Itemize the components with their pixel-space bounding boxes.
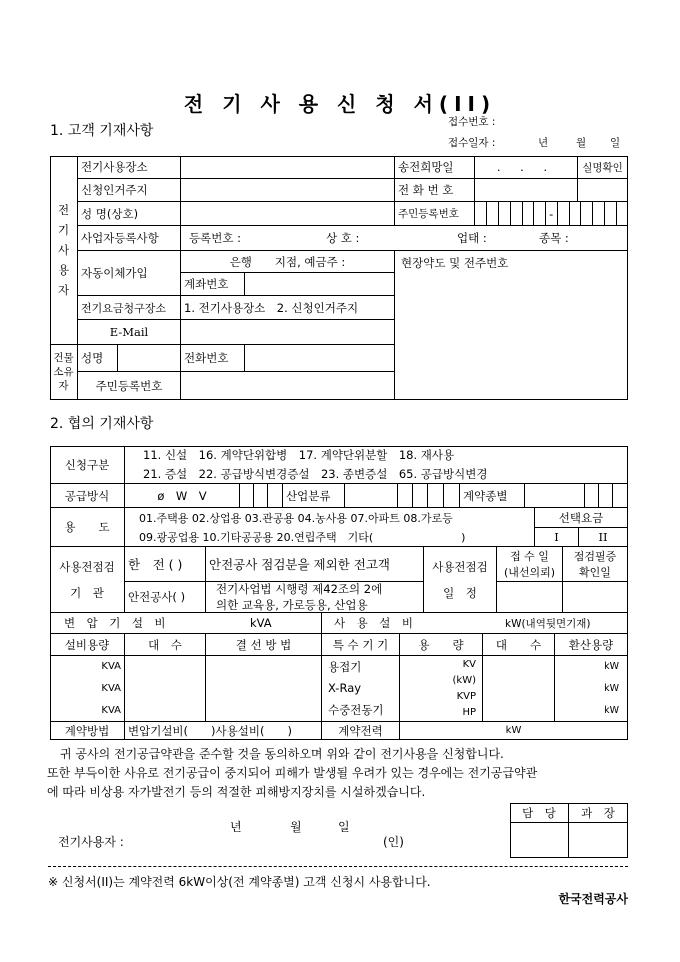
industry-class-label: 산업분류 bbox=[283, 484, 345, 508]
real-name-check-field[interactable] bbox=[578, 179, 628, 202]
site-map-area[interactable] bbox=[395, 251, 628, 400]
bank-field[interactable]: 은행 지점, 예금주 : bbox=[181, 251, 395, 273]
industry-box[interactable] bbox=[413, 484, 428, 508]
supply-box[interactable] bbox=[240, 484, 254, 508]
cert-date-line2: 확인일 bbox=[579, 566, 611, 579]
inspection-agency-label bbox=[50, 547, 125, 613]
supply-method-label: 공급방식 bbox=[50, 484, 125, 508]
supply-box[interactable] bbox=[254, 484, 268, 508]
resident-no-box[interactable] bbox=[616, 202, 628, 226]
col-header: 대 수 bbox=[483, 634, 555, 656]
resident-no-box[interactable] bbox=[510, 202, 522, 226]
safety-option[interactable]: 안전공사( ) bbox=[125, 582, 206, 613]
section2-title: 2. 협의 기재사항 bbox=[50, 416, 154, 432]
inspection-agency-line1: 사용전점검 bbox=[59, 559, 115, 574]
resident-no-box[interactable] bbox=[487, 202, 499, 226]
resident-no-box[interactable]: - bbox=[546, 202, 558, 226]
inspection-agency-line2: 기 관 bbox=[70, 585, 104, 600]
converted-unit: kW bbox=[604, 704, 619, 716]
usage-line1: 01.주택용 02.상업용 03.관공용 04.농사용 07.아파트 08.가로등 bbox=[139, 511, 453, 525]
special-devices-cell bbox=[322, 656, 400, 722]
owner-resident-no-label: 주민등록번호 bbox=[78, 372, 181, 400]
industry-class-field[interactable] bbox=[345, 484, 398, 508]
form-title: 전 기 사 용 신 청 서(II) bbox=[183, 92, 497, 116]
group-user-label: 전 기 사 용 자 bbox=[50, 156, 78, 345]
kepco-option[interactable]: 한 전 ( ) bbox=[125, 547, 206, 582]
special-capacity-cell[interactable] bbox=[400, 656, 483, 722]
kepco-description: 안전공사 점검분을 제외한 전고객 bbox=[206, 547, 424, 582]
sign-year: 년 bbox=[230, 820, 242, 834]
agreement-line3: 에 따라 비상용 자가발전기 등의 적절한 피해방지장치를 시설하겠습니다. bbox=[47, 785, 426, 799]
converted-capacity-cell[interactable] bbox=[555, 656, 628, 722]
receipt-date-line1: 접 수 일 bbox=[510, 550, 549, 563]
resident-no-box[interactable] bbox=[522, 202, 534, 226]
cert-date-header bbox=[563, 547, 628, 582]
apply-type-line2: 21. 증설 22. 공급방식변경증설 23. 종변증설 65. 공급방식변경 bbox=[143, 467, 488, 481]
special-unit: HP bbox=[462, 707, 476, 719]
industry-box[interactable] bbox=[444, 484, 460, 508]
optional-rate-label: 선택요금 bbox=[535, 508, 628, 528]
group-owner-label: 건물 소유 자 bbox=[50, 345, 78, 400]
owner-name-field[interactable] bbox=[118, 345, 181, 372]
capacity-unit: KVA bbox=[101, 682, 121, 694]
usage-label: 용 도 bbox=[50, 508, 125, 547]
email-label: E-Mail bbox=[78, 320, 181, 345]
col-header: 용 량 bbox=[400, 634, 483, 656]
special-unit: (kW) bbox=[452, 674, 476, 686]
contract-type-field[interactable] bbox=[525, 484, 585, 508]
safety-description bbox=[206, 582, 424, 613]
company-logo-text: 한국전력공사 bbox=[558, 892, 628, 906]
owner-name-label: 성명 bbox=[78, 345, 118, 372]
col-header: 대 수 bbox=[125, 634, 206, 656]
real-name-check-label: 실명확인 bbox=[578, 156, 628, 179]
name-field[interactable] bbox=[181, 202, 395, 226]
receipt-date-header bbox=[497, 547, 563, 582]
special-unit: KVP bbox=[456, 691, 476, 703]
col-header: 특 수 기 기 bbox=[322, 634, 400, 656]
owner-resident-no-field[interactable] bbox=[181, 372, 395, 400]
receipt-year: 년 bbox=[538, 137, 549, 149]
usage-line2: 09.광공업용 10.기타공공용 20.연립주택 기타( ) bbox=[139, 530, 466, 544]
billing-place-label: 전기요금청구장소 bbox=[78, 296, 181, 320]
converted-unit: kW bbox=[604, 661, 619, 673]
rate-option-2[interactable]: II bbox=[579, 528, 628, 547]
contract-box[interactable] bbox=[599, 484, 613, 508]
resident-no-label: 주민등록번호 bbox=[395, 202, 475, 226]
special-device: 용접기 bbox=[328, 660, 362, 675]
phone-field[interactable] bbox=[475, 179, 578, 202]
contract-power-field[interactable]: kW bbox=[400, 722, 628, 740]
biz-item-label: 종목 : bbox=[539, 231, 569, 245]
resident-no-box[interactable] bbox=[499, 202, 511, 226]
owner-phone-label: 전화번호 bbox=[181, 345, 245, 372]
col-header: 환산용량 bbox=[555, 634, 628, 656]
desired-date-label: 송전희망일 bbox=[395, 156, 475, 179]
resident-no-box[interactable] bbox=[475, 202, 487, 226]
business-reg-label: 사업자등록사항 bbox=[78, 226, 181, 251]
staff-label: 담 당 bbox=[510, 803, 569, 823]
receipt-no-label: 접수번호 : bbox=[448, 116, 496, 128]
account-no-label: 계좌번호 bbox=[181, 273, 245, 296]
desired-date-field[interactable]: . . . bbox=[475, 156, 578, 179]
special-device: X-Ray bbox=[328, 681, 362, 696]
inspection-schedule-line1: 사용전점검 bbox=[432, 559, 488, 574]
apply-type-line1: 11. 신설 16. 계약단위합병 17. 계약단위분할 18. 재사용 bbox=[143, 448, 455, 462]
usage-equipment-unit: kW(내역뒷면기재) bbox=[505, 617, 591, 630]
contract-method-label: 계약방법 bbox=[50, 722, 125, 740]
apply-type-label: 신청구분 bbox=[50, 446, 125, 484]
transformer-label: 변 압 기 설 비 bbox=[64, 616, 166, 630]
supply-method-field[interactable]: ø W V bbox=[125, 484, 240, 508]
contract-box[interactable] bbox=[613, 484, 628, 508]
usage-equipment-row[interactable] bbox=[322, 613, 628, 634]
col-header: 설비용량 bbox=[50, 634, 125, 656]
applicant-address-label: 신청인거주지 bbox=[78, 179, 181, 202]
usage-place-label: 전기사용장소 bbox=[78, 156, 181, 179]
divider bbox=[48, 866, 628, 867]
agreement-line2: 또한 부득이한 사유로 전기공급이 중지되어 피해가 발생될 우려가 있는 경우에는 전기공급약관 bbox=[47, 766, 538, 780]
special-unit: KV bbox=[462, 658, 476, 670]
supply-box[interactable] bbox=[268, 484, 283, 508]
manager-label: 과 장 bbox=[569, 803, 628, 823]
count-cell[interactable] bbox=[125, 656, 206, 722]
section1-title: 1. 고객 기재사항 bbox=[50, 123, 154, 139]
receipt-date-label: 접수일자 : bbox=[448, 137, 496, 149]
staff-sign-field[interactable] bbox=[510, 823, 569, 858]
capacity-cell[interactable] bbox=[50, 656, 125, 722]
receipt-day: 일 bbox=[610, 137, 621, 149]
cert-date-line1: 점검필증 bbox=[573, 550, 617, 563]
applicant-address-field[interactable] bbox=[181, 179, 395, 202]
capacity-unit: KVA bbox=[101, 661, 121, 673]
email-field[interactable] bbox=[181, 320, 395, 345]
special-count-cell[interactable] bbox=[483, 656, 555, 722]
sign-month: 월 bbox=[290, 820, 302, 834]
special-device: 수중전동기 bbox=[328, 702, 384, 717]
biz-reg-no-label: 등록번호 : bbox=[189, 231, 241, 245]
owner-phone-field[interactable] bbox=[245, 345, 395, 372]
safety-desc-line2: 의한 교육용, 가로등용, 산업용 bbox=[216, 598, 368, 612]
receipt-date-line2: (내선의뢰) bbox=[503, 566, 556, 579]
usage-equipment-label: 사 용 설 비 bbox=[334, 616, 413, 630]
name-label: 성 명(상호) bbox=[78, 202, 181, 226]
resident-no-box[interactable] bbox=[593, 202, 605, 226]
transformer-row[interactable] bbox=[50, 613, 322, 634]
receipt-date-field[interactable] bbox=[497, 582, 563, 613]
auto-transfer-label: 자동이체가입 bbox=[78, 251, 181, 296]
business-reg-field[interactable] bbox=[181, 226, 628, 251]
electricity-user-label: 전기사용자 : bbox=[58, 835, 124, 849]
phone-label: 전 화 번 호 bbox=[395, 179, 475, 202]
resident-no-box[interactable] bbox=[557, 202, 569, 226]
transformer-unit: kVA bbox=[250, 616, 272, 630]
apply-type-options[interactable] bbox=[125, 446, 628, 484]
inspection-schedule-line2: 일 정 bbox=[443, 585, 477, 600]
safety-desc-line1: 전기사업법 시행령 제42조의 2에 bbox=[216, 582, 383, 596]
col-header: 결 선 방 법 bbox=[206, 634, 322, 656]
resident-no-box[interactable] bbox=[604, 202, 616, 226]
contract-power-label: 계약전력 bbox=[322, 722, 400, 740]
usage-place-field[interactable] bbox=[181, 156, 395, 179]
contract-type-label: 계약종별 bbox=[460, 484, 525, 508]
resident-no-box[interactable] bbox=[569, 202, 581, 226]
agreement-line1: 귀 공사의 전기공급약관을 준수할 것을 동의하오며 위와 같이 전기사용을 신청합니다. bbox=[60, 747, 504, 761]
manager-sign-field[interactable] bbox=[569, 823, 628, 858]
billing-place-options[interactable]: 1. 전기사용장소 2. 신청인거주지 bbox=[181, 296, 395, 320]
rate-option-1[interactable]: I bbox=[535, 528, 579, 547]
receipt-month: 월 bbox=[576, 137, 587, 149]
cert-date-field[interactable] bbox=[563, 582, 628, 613]
inspection-schedule-label bbox=[424, 547, 497, 613]
resident-no-box[interactable] bbox=[581, 202, 593, 226]
converted-unit: kW bbox=[604, 682, 619, 694]
usage-options[interactable] bbox=[125, 508, 535, 547]
industry-box[interactable] bbox=[428, 484, 444, 508]
footer-note: ※ 신청서(II)는 계약전력 6kW이상(전 계약종별) 고객 신청시 사용합니다. bbox=[48, 875, 431, 889]
contract-method-field[interactable]: 변압기설비( )사용설비( ) bbox=[125, 722, 322, 740]
sign-day: 일 bbox=[338, 820, 350, 834]
biz-trade-name-label: 상 호 : bbox=[326, 231, 360, 245]
account-no-field[interactable] bbox=[245, 273, 395, 296]
biz-type-label: 업태 : bbox=[457, 231, 487, 245]
capacity-unit: KVA bbox=[101, 704, 121, 716]
industry-box[interactable] bbox=[398, 484, 413, 508]
site-map-label: 현장약도 및 전주번호 bbox=[401, 256, 509, 270]
contract-box[interactable] bbox=[585, 484, 599, 508]
resident-no-box[interactable] bbox=[534, 202, 546, 226]
wiring-method-cell[interactable] bbox=[206, 656, 322, 722]
seal-mark: (인) bbox=[383, 835, 404, 849]
